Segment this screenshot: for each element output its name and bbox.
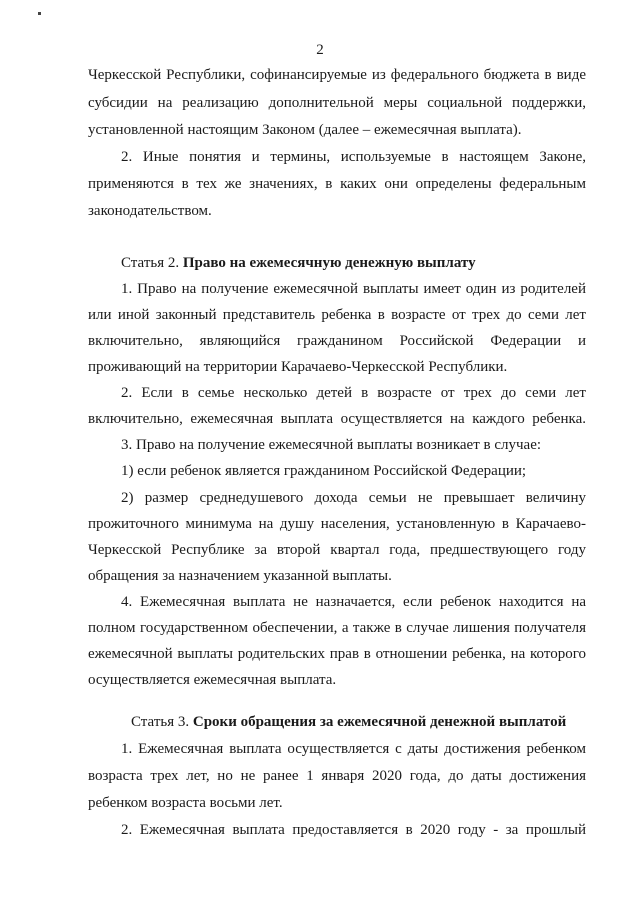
page-number: 2 [316,42,324,58]
paragraph-line: 2. Ежемесячная выплата предоставляется в 2020 году - за прошлый [121,822,586,838]
paragraph-line: 1. Право на получение ежемесячной выплаты имеет один из родителей [121,281,586,297]
paragraph-line: 2. Если в семье несколько детей в возрасте от трех до семи лет [121,385,586,401]
paragraph-line: законодательством. [88,203,212,219]
paragraph-line: Черкесской Республики, софинансируемые из федерального бюджета в виде [88,67,586,83]
paragraph-line: 2) размер среднедушевого дохода семьи не превышает величину [121,490,586,506]
paragraph-line: 1. Ежемесячная выплата осуществляется с даты достижения ребенком [121,741,586,757]
paragraph-line: Черкесской Республике за второй квартал года, предшествующего году [88,542,586,558]
paragraph-line: включительно, ежемесячная выплата осуществляется на каждого ребенка. [88,411,586,427]
paragraph-line: прожиточного минимума на душу населения, установленную в Карачаево- [88,516,586,532]
scan-speck [38,12,41,15]
paragraph-line: включительно, являющийся гражданином Российской Федерации и [88,333,586,349]
paragraph-line: или иной законный представитель ребенка в возрасте от трех до семи лет [88,307,586,323]
paragraph-line: осуществляется ежемесячная выплата. [88,672,337,688]
article-3-title: Сроки обращения за ежемесячной денежной выплатой [192,714,567,730]
paragraph-line: ребенком возраста восьми лет. [88,795,283,811]
paragraph-line: субсидии на реализацию дополнительной меры социальной поддержки, [88,95,586,111]
paragraph-line: полном государственном обеспечении, а также в случае лишения получателя [88,620,586,636]
article-3-prefix: Статья 3. [131,714,193,730]
paragraph-line: установленной настоящим Законом (далее – ежемесячная выплата). [88,122,522,138]
article-2-heading [121,254,586,272]
paragraph-line: проживающий на территории Карачаево-Черкесской Республики. [88,359,508,375]
article-2-prefix: Статья 2. [121,255,183,271]
article-3-heading [131,713,586,731]
paragraph-line: 1) если ребенок является гражданином Российской Федерации; [121,463,527,479]
paragraph-line: 4. Ежемесячная выплата не назначается, если ребенок находится на [121,594,586,610]
paragraph-line: ежемесячной выплаты родительских прав в отношении ребенка, на которого [88,646,586,662]
paragraph-line: применяются в тех же значениях, в каких они определены федеральным [88,176,586,192]
paragraph-line: 3. Право на получение ежемесячной выплаты возникает в случае: [121,437,542,453]
paragraph-line: возраста трех лет, но не ранее 1 января 2020 года, до даты достижения [88,768,586,784]
article-2-title: Право на ежемесячную денежную выплату [182,255,476,271]
paragraph-line: обращения за назначением указанной выплаты. [88,568,392,584]
paragraph-line: 2. Иные понятия и термины, используемые в настоящем Законе, [121,149,586,165]
